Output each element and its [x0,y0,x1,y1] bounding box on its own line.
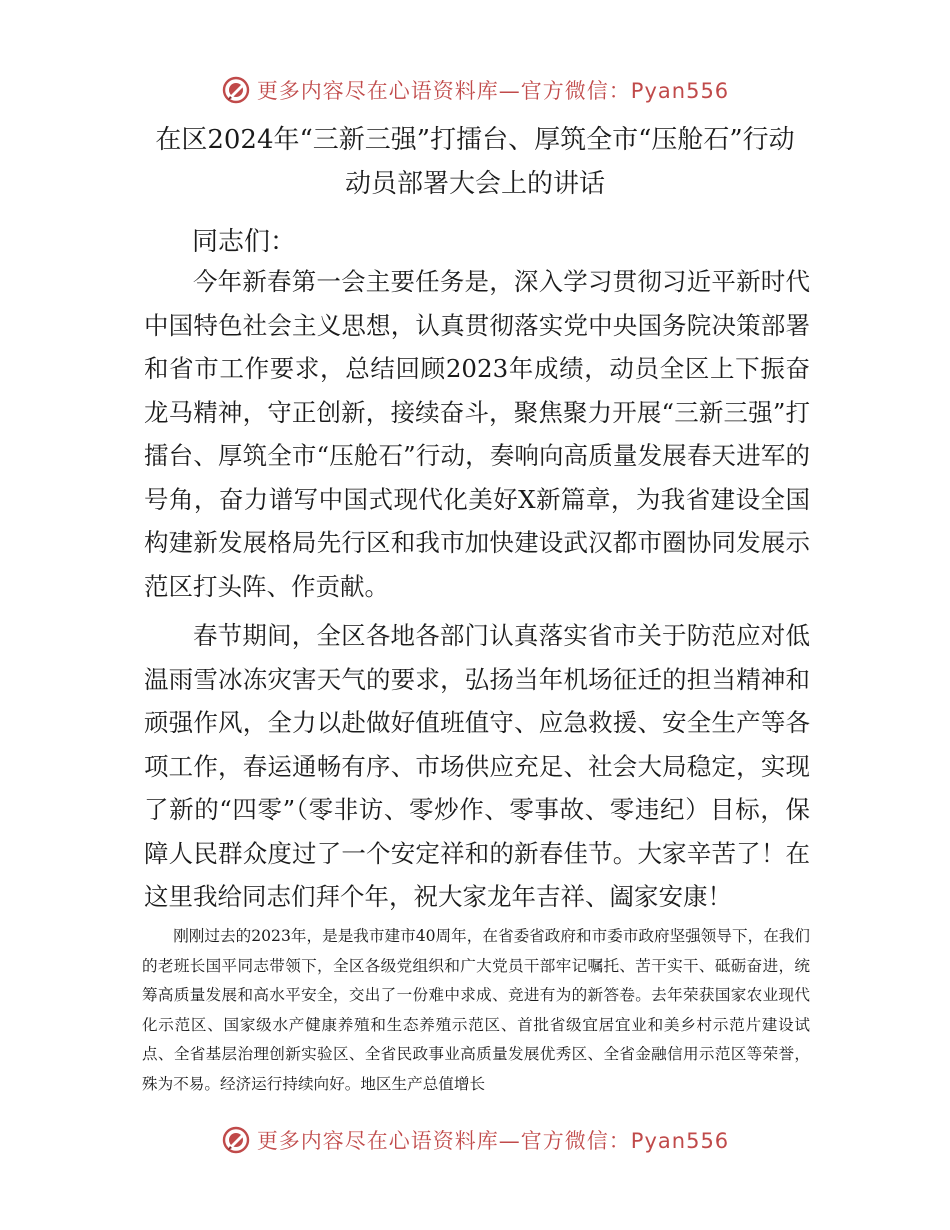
paragraph-1: 今年新春第一会主要任务是，深入学习贯彻习近平新时代中国特色社会主义思想，认真贯彻落实党中央国务院决策部署和省市工作要求，总结回顾2023年成绩，动员全区上下振奋龙马精神，守正创新，接续奋斗，聚焦聚力开展“三新三强”打擂台、厚筑全市“压舱石”行动，奏响向高质量发展春天进军的号角，奋力谱写中国式现代化美好X新篇章，为我省建设全国构建新发展格局先行区和我市加快建设武汉都市圈协同发展示范区打头阵、作贡献。 [144,267,810,601]
paragraph-3: 刚刚过去的2023年，是是我市建市40周年，在省委省政府和市委市政府坚强领导下，在我们的老班长国平同志带领下，全区各级党组织和广大党员干部牢记嘱托、苦干实干、砥砺奋进，统筹高质量发展和高水平安全，交出了一份难中求成、竞进有为的新答卷。去年荣获国家农业现代化示范区、国家级水产健康养殖和生态养殖示范区、首批省级宜居宜业和美乡村示范片建设试点、全省基层治理创新实验区、全省民政事业高质量发展优秀区、全省金融信用示范区等荣誉，殊为不易。经济运行持续向好。地区生产总值增长 [142,927,810,1093]
watermark-text: 更多内容尽在心语资料库—官方微信：Pyan556 [256,79,730,103]
document-title-line-1: 在区2024年“三新三强”打擂台、厚筑全市“压舱石”行动 [155,125,795,155]
pen-logo-icon [221,1125,251,1155]
footer-watermark-banner [0,1120,950,1160]
watermark-text: 更多内容尽在心语资料库—官方微信：Pyan556 [256,1129,730,1153]
salutation: 同志们： [192,227,297,257]
header-watermark-banner [0,70,950,110]
paragraph-2: 春节期间，全区各地各部门认真落实省市关于防范应对低温雨雪冰冻灾害天气的要求，弘扬当年机场征迁的担当精神和顽强作风，全力以赴做好值班值守、应急救援、安全生产等各项工作，春运通畅有序、市场供应充足、社会大局稳定，实现了新的“四零”（零非访、零炒作、零事故、零违纪）目标，保障人民群众度过了一个安定祥和的新春佳节。大家辛苦了！在这里我给同志们拜个年，祝大家龙年吉祥、阖家安康！ [144,621,810,911]
document-title-line-2: 动员部署大会上的讲话 [344,169,605,199]
pen-logo-icon [221,75,251,105]
